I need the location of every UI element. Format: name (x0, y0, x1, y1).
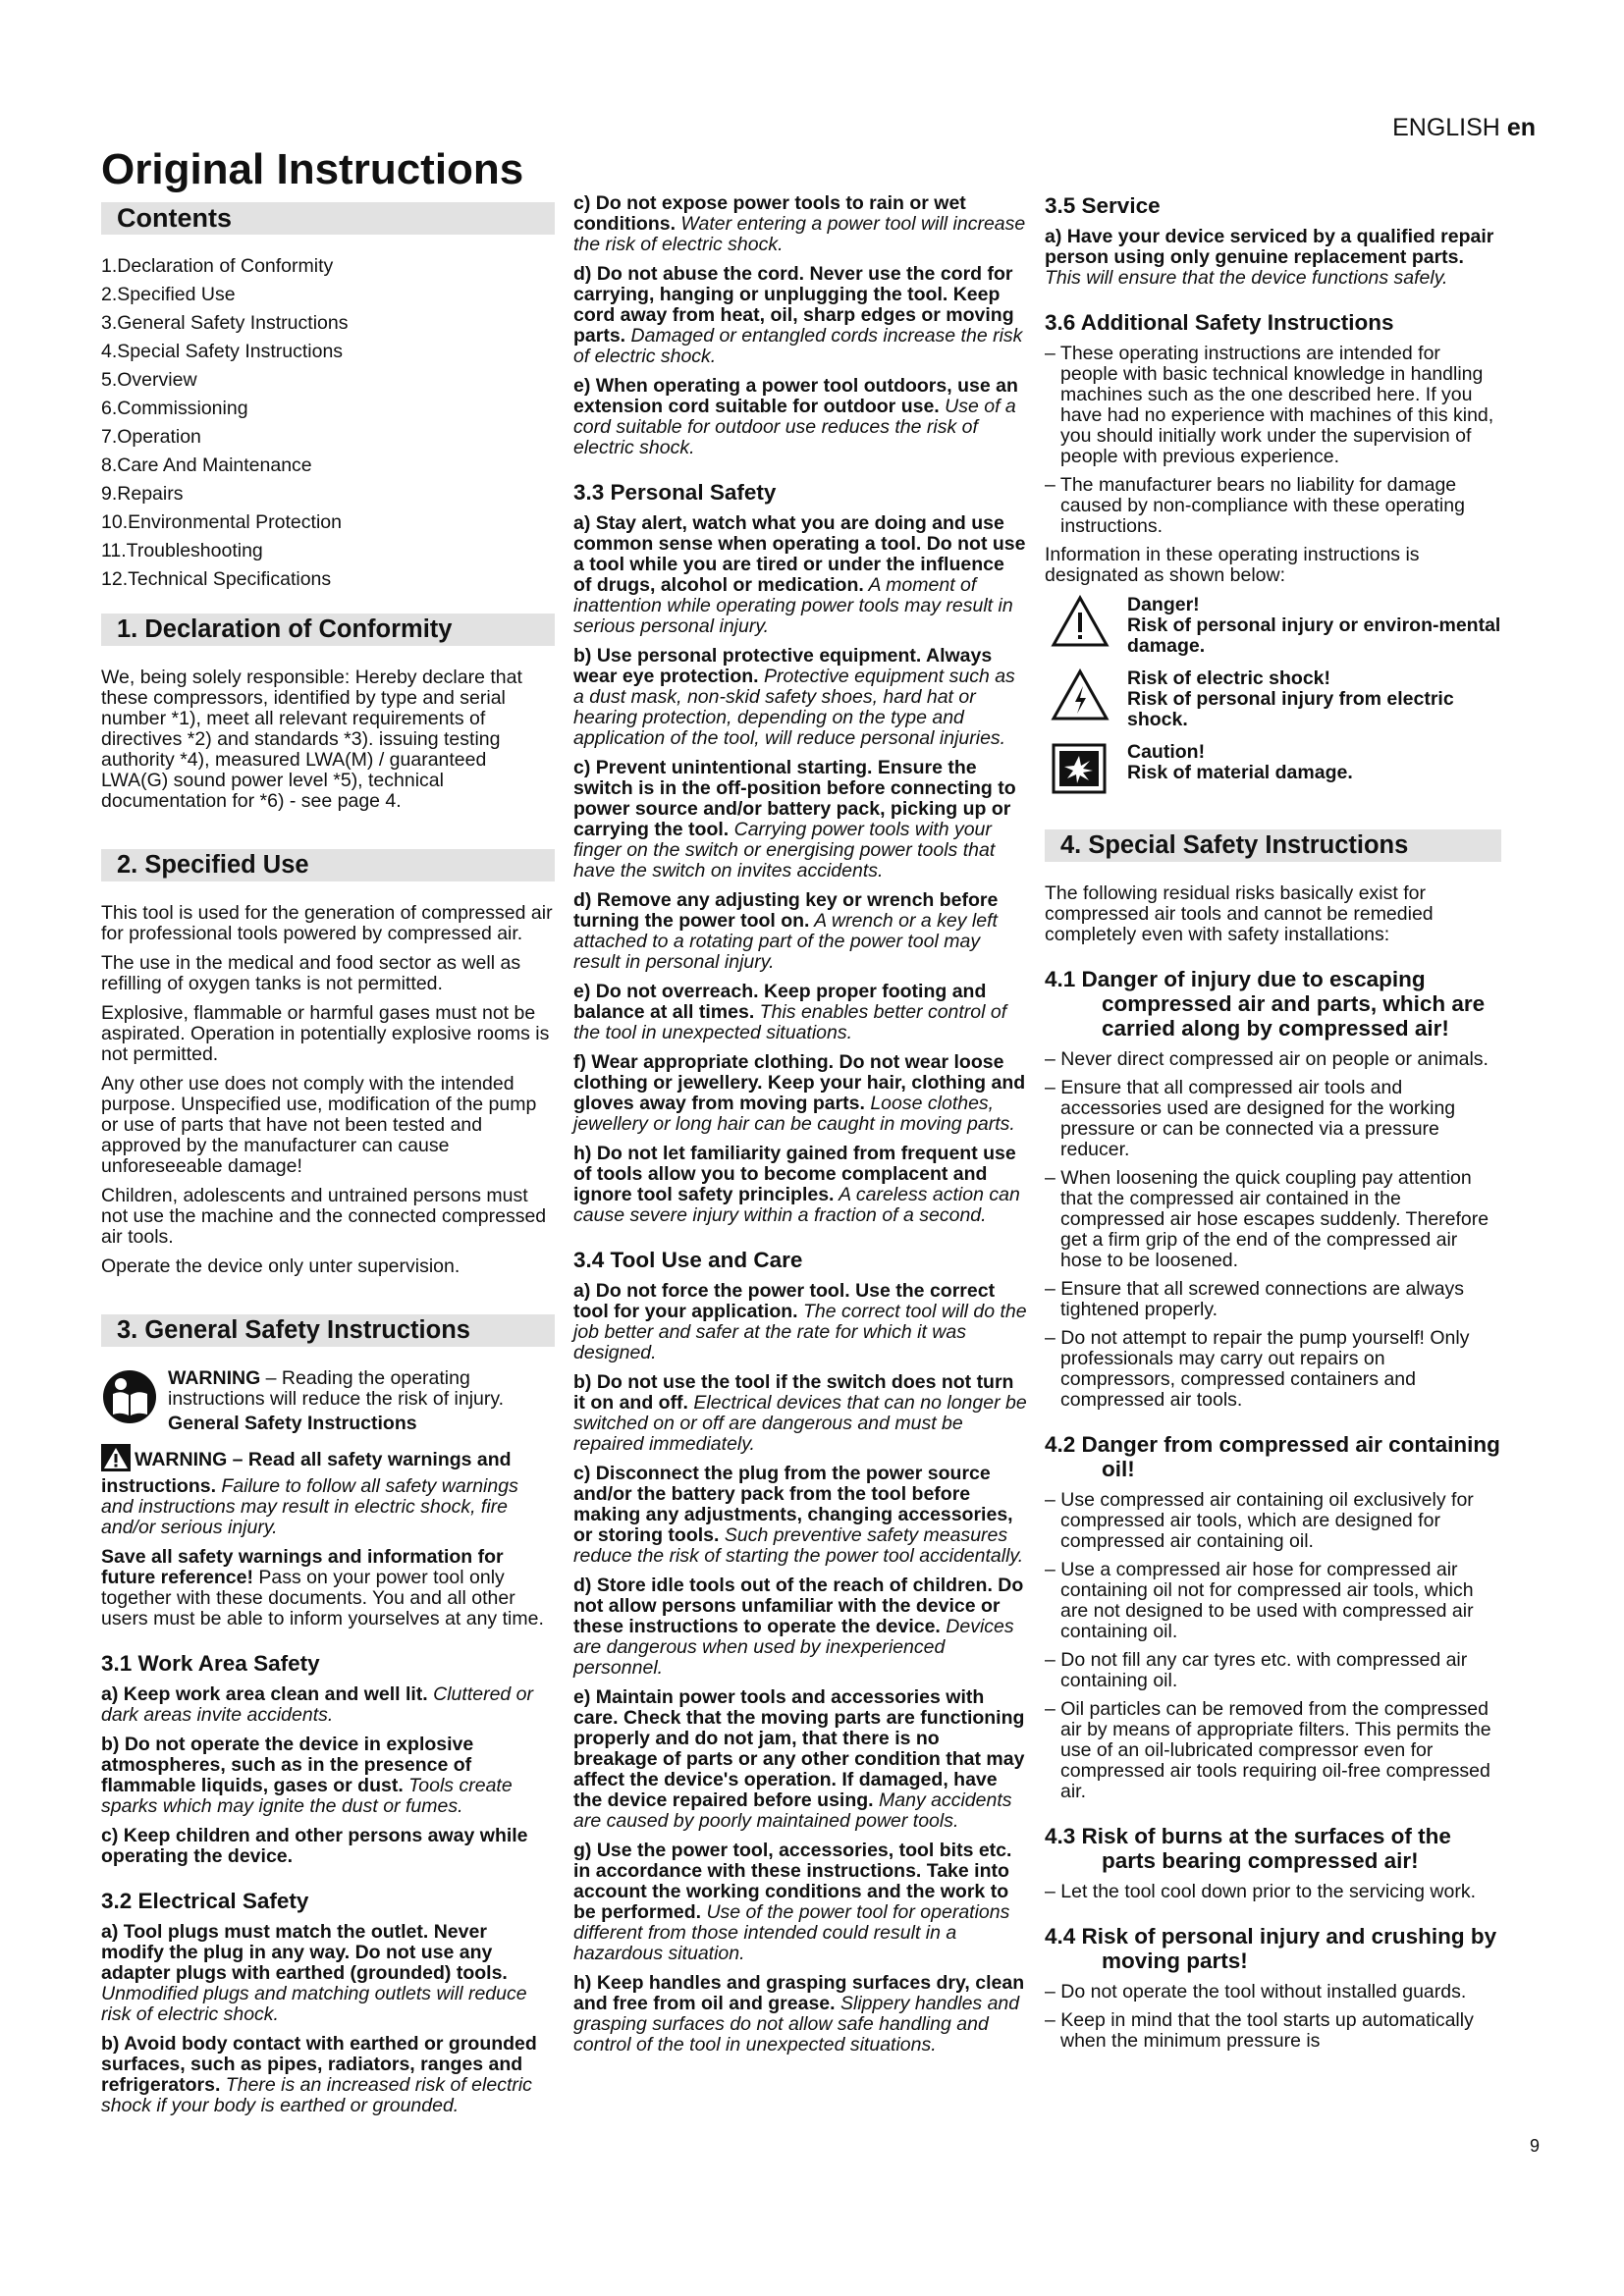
instruction-italic: There is an increased risk of electric shock if your body is earthed or grounded. (101, 2074, 532, 2116)
save-bold: Save all safety warnings and information for future reference! (101, 1546, 504, 1588)
instruction-item (573, 890, 1027, 973)
sec1-text: We, being solely responsible: Hereby declare that these compressors, identified by type and serial number *1), meet all relevant requirements of directives *2) and standards *3). issuing testing authority *4), measured LWA(M) / guaranteed LWA(G) sound power level *5), technical documentation for *6) - see page 4. (101, 667, 522, 812)
toc-item: 5.Overview (101, 369, 197, 391)
instruction-item (573, 376, 1027, 458)
toc-item: 12.Technical Specifications (101, 568, 332, 590)
legend-caution-title: Caution! (1127, 741, 1206, 763)
warning-text: – Reading the operating instructions will reduce the risk of injury. (168, 1367, 505, 1410)
dash-item-text: Keep in mind that the tool starts up automatically when the minimum pressure is (1060, 2009, 1474, 2052)
instruction-italic: This will ensure that the device functions safely. (1045, 267, 1448, 289)
instruction-bold: h) Keep handles and grasping surfaces dry, clean and free from oil and grease. (573, 1972, 1025, 2014)
instruction-item (101, 1922, 555, 2025)
dash-item-text: Use compressed air containing oil exclusively for compressed air tools, which are designed for compressed air containing oil. (1060, 1489, 1474, 1552)
dash-item: – Do not attempt to repair the pump yourself! Only professionals may carry out repairs on compressors, compressed containers and compressed air tools. (1045, 1327, 1470, 1411)
sec43-heading: 4.3 Risk of burns at the surfaces of the parts bearing compressed air! (1045, 1824, 1451, 1873)
instruction-item (573, 264, 1027, 367)
dash-item: – Use a compressed air hose for compressed air containing oil not for compressed air tools, which are not designed to be used with compressed air containing oil. (1045, 1559, 1474, 1642)
sec33-heading: 3.3 Personal Safety (573, 480, 777, 505)
sec44-heading: 4.4 Risk of personal injury and crushing by moving parts! (1045, 1924, 1497, 1973)
toc-item: 2.Specified Use (101, 284, 236, 305)
paragraph: Operate the device only unter supervision. (101, 1255, 460, 1277)
dash-item: – Ensure that all compressed air tools and accessories used are designed for the working pressure or can be connected via a pressure reducer. (1045, 1077, 1456, 1160)
paragraph: Any other use does not comply with the intended purpose. Unspecified use, modification of the pump or use of parts that have not been tested and approved by the manufacturer can cause unforeseeable damage! (101, 1073, 537, 1177)
dash-item: – Ensure that all screwed connections are always tightened properly. (1045, 1278, 1465, 1320)
instruction-bold: f) Wear appropriate clothing. Do not wear loose clothing or jewellery. Keep your hair, clothing and gloves away from moving parts. (573, 1051, 1026, 1114)
danger-icon (1051, 595, 1113, 657)
dash-item-text: The manufacturer bears no liability for damage caused by non-compliance with these operating instructions. (1059, 474, 1465, 537)
instruction-italic: This enables better control of the tool in unexpected situations. (573, 1001, 1007, 1043)
sec4-heading: 4. Special Safety Instructions (1045, 829, 1501, 862)
contents-heading: Contents (101, 202, 555, 235)
language-header (1392, 114, 1536, 142)
instruction-bold: d) Remove any adjusting key or wrench before turning the power tool on. (573, 889, 999, 932)
instruction-italic: Cluttered or dark areas invite accidents. (101, 1683, 534, 1726)
electric-shock-icon (1051, 668, 1113, 730)
sec35-heading: 3.5 Service (1045, 193, 1161, 218)
paragraph: This tool is used for the generation of compressed air for professional tools powered by compressed air. (101, 902, 553, 944)
dash-item: – When loosening the quick coupling pay attention that the compressed air contained in the compressed air hose escapes suddenly. Therefore get a firm grip of the end of the compressed air hose to be loosened. (1045, 1167, 1489, 1271)
instruction-bold: c) Prevent unintentional starting. Ensure the switch is in the off-position before connecting to power source and/or battery pack, picking up or carrying the tool. (573, 757, 1016, 840)
instruction-item (101, 1735, 555, 1817)
dash-item-text: Never direct compressed air on people or animals. (1060, 1048, 1489, 1070)
dash-item-text: Do not fill any car tyres etc. with compressed air containing oil. (1060, 1649, 1468, 1691)
sec34-items (573, 1281, 1027, 2056)
instruction-bold: c) Disconnect the plug from the power source and/or the battery pack from the tool before making any adjustments, changing accessories, or storing tools. (573, 1463, 1013, 1546)
dash-item-text: Oil particles can be removed from the compressed air by means of appropriate filters. This permits the use of an oil-lubricated compressor even for compressed air tools requiring oil-free compressed air. (1060, 1698, 1491, 1802)
instruction-italic: Slippery handles and grasping surfaces do not allow safe handling and control of the tool in unexpected situations. (573, 1993, 1020, 2056)
instruction-item (573, 513, 1027, 637)
sec32-items-b (573, 193, 1027, 458)
instruction-item (573, 646, 1027, 749)
instruction-bold: a) Keep work area clean and well lit. (101, 1683, 428, 1705)
save-text: Pass on your power tool only together with these documents. You and all other users must be able to inform yourselves at any time. (101, 1567, 544, 1629)
dash-item-text: Let the tool cool down prior to the servicing work. (1060, 1881, 1476, 1902)
warning-triangle-icon (101, 1444, 131, 1476)
instruction-bold: c) Do not expose power tools to rain or wet conditions. (573, 192, 966, 235)
legend-electric-text: Risk of personal injury from electric shock. (1127, 688, 1454, 730)
dash-item-text: Ensure that all screwed connections are always tightened properly. (1060, 1278, 1465, 1320)
instruction-bold: d) Store idle tools out of the reach of children. Do not allow persons unfamiliar with the device or these instructions to operate the device. (573, 1575, 1024, 1637)
dash-item: – Let the tool cool down prior to the servicing work. (1045, 1881, 1476, 1902)
toc-item: 10.Environmental Protection (101, 511, 342, 533)
dash-item-text: Do not attempt to repair the pump yourself! Only professionals may carry out repairs on compressors, compressed containers and compressed air tools. (1060, 1327, 1470, 1411)
instruction-bold: b) Do not use the tool if the switch does not turn it on and off. (573, 1371, 1014, 1414)
dash-item-text: Use a compressed air hose for compressed air containing oil not for compressed air tools, which are not designed to be used with compressed air containing oil. (1060, 1559, 1474, 1642)
sec2-paras (101, 903, 555, 1277)
instruction-italic: Carrying power tools with your finger on the switch or energising power tools that have the switch on invites accidents. (573, 819, 996, 881)
sec31-items (101, 1684, 555, 1867)
warning-read-manual (101, 1368, 555, 1434)
dash-item: – Oil particles can be removed from the compressed air by means of appropriate filters. This permits the use of an oil-lubricated compressor even for compressed air tools requiring oil-free compressed air. (1045, 1698, 1491, 1802)
instruction-item (573, 1372, 1027, 1455)
sec42-dashes (1045, 1490, 1501, 1802)
instruction-bold: d) Do not abuse the cord. Never use the cord for carrying, hanging or unplugging the tool. Keep cord away from heat, oil, sharp edges or moving parts. (573, 263, 1014, 347)
instruction-item (101, 1826, 555, 1867)
sec43-dashes (1045, 1882, 1501, 1902)
sec44-dashes (1045, 1982, 1501, 2052)
dash-item-text: Do not operate the tool without installed guards. (1060, 1981, 1467, 2002)
sec4-intro: The following residual risks basically exist for compressed air tools and cannot be remedied completely even with safety installations: (1045, 882, 1434, 945)
warning2-italic: Failure to follow all safety warnings and instructions may result in electric shock, fire and/or serious injury. (101, 1475, 518, 1538)
legend-caution (1051, 742, 1501, 800)
instruction-italic: Damaged or entangled cords increase the risk of electric shock. (573, 325, 1023, 367)
caution-material-icon (1051, 742, 1113, 800)
instruction-italic: The correct tool will do the job better and safer at the rate for which it was designed. (573, 1301, 1027, 1363)
save-instructions (101, 1547, 555, 1629)
instruction-item (573, 1144, 1027, 1226)
language-label: ENGLISH (1392, 114, 1500, 141)
instruction-item (573, 982, 1027, 1043)
instruction-item (573, 758, 1027, 881)
instruction-bold: e) Maintain power tools and accessories with care. Check that the moving parts are functioning properly and do not jam, that there is no breakage of parts or any other condition that may affect the device's operation. If damaged, have the device repaired before using. (573, 1686, 1025, 1811)
dash-item: – These operating instructions are intended for people with basic technical knowledge in handling machines such as the one described here. If you have had no experience with machines of this kind, you should initially work under the supervision of people with previous experience. (1045, 343, 1494, 467)
dash-item: – Never direct compressed air on people or animals. (1045, 1048, 1489, 1070)
dash-item: – Keep in mind that the tool starts up automatically when the minimum pressure is (1045, 2009, 1474, 2052)
paragraph: The use in the medical and food sector as well as refilling of oxygen tanks is not permitted. (101, 952, 521, 994)
instruction-item (573, 1464, 1027, 1567)
dash-item: – Do not operate the tool without installed guards. (1045, 1981, 1467, 2002)
legend-electric-title: Risk of electric shock! (1127, 667, 1330, 689)
instruction-italic: Devices are dangerous when used by inexperienced personnel. (573, 1616, 1014, 1679)
toc-item: 4.Special Safety Instructions (101, 341, 344, 362)
sec41-heading: 4.1 Danger of injury due to escaping compressed air and parts, which are carried along by compressed air! (1045, 967, 1486, 1041)
paragraph: Explosive, flammable or harmful gases must not be aspirated. Operation in potentially explosive rooms is not permitted. (101, 1002, 550, 1065)
dash-item-text: These operating instructions are intended for people with basic technical knowledge in handling machines such as the one described here. If you have had no experience with machines of this kind, you should initially work under the supervision of people with previous experience. (1059, 343, 1494, 467)
legend-danger-title: Danger! (1127, 594, 1200, 615)
contents-list (101, 252, 555, 594)
sec33-items (573, 513, 1027, 1226)
sec31-heading: 3.1 Work Area Safety (101, 1651, 320, 1676)
instruction-italic: Loose clothes, jewellery or long hair can be caught in moving parts. (573, 1093, 1015, 1135)
instruction-item (101, 2034, 555, 2116)
sec41-dashes (1045, 1049, 1501, 1411)
instruction-bold: a) Tool plugs must match the outlet. Never modify the plug in any way. Do not use any adapter plugs with earthed (grounded) tools. (101, 1921, 508, 1984)
instruction-bold: e) When operating a power tool outdoors, use an extension cord suitable for outdoor use. (573, 375, 1018, 417)
instruction-bold: b) Do not operate the device in explosive atmospheres, such as in the presence of flammable liquids, gases or dust. (101, 1734, 474, 1796)
sec36-info: Information in these operating instructions is designated as shown below: (1045, 544, 1420, 586)
sec32-items-a (101, 1922, 555, 2116)
instruction-item (573, 1973, 1027, 2056)
legend-danger (1051, 595, 1501, 657)
dash-item: – Do not fill any car tyres etc. with compressed air containing oil. (1045, 1649, 1468, 1691)
instruction-italic: Use of the power tool for operations different from those intended could result in a hazardous situation. (573, 1901, 1010, 1964)
instruction-bold: a) Have your device serviced by a qualified repair person using only genuine replacement parts. (1045, 226, 1494, 268)
sec36-dashes (1045, 344, 1501, 537)
dash-item: – The manufacturer bears no liability for damage caused by non-compliance with these operating instructions. (1045, 474, 1465, 537)
toc-item: 8.Care And Maintenance (101, 454, 312, 476)
sec2-heading: 2. Specified Use (101, 849, 555, 881)
instruction-italic: A careless action can cause severe injury within a fraction of a second. (573, 1184, 1020, 1226)
instruction-item (573, 1281, 1027, 1363)
instruction-italic: Many accidents are caused by poorly maintained power tools. (573, 1789, 1012, 1832)
instruction-italic: Such preventive safety measures reduce the risk of starting the power tool accidentally. (573, 1524, 1024, 1567)
instruction-bold: b) Avoid body contact with earthed or grounded surfaces, such as pipes, radiators, ranges and refrigerators. (101, 2033, 537, 2096)
sec3-heading: 3. General Safety Instructions (101, 1314, 555, 1347)
instruction-bold: g) Use the power tool, accessories, tool bits etc. in accordance with these instructions. Take into account the working conditions and the work to be performed. (573, 1840, 1012, 1923)
legend-danger-text: Risk of personal injury or environ-mental damage. (1127, 614, 1501, 657)
instruction-bold: e) Do not overreach. Keep proper footing and balance at all times. (573, 981, 987, 1023)
sec35-items (1045, 227, 1501, 289)
toc-item: 1.Declaration of Conformity (101, 255, 334, 277)
column-3 (1045, 193, 1501, 2059)
instruction-italic: Protective equipment such as a dust mask, non-skid safety shoes, hard hat or hearing protection, depending on the type and application of the tool, will reduce personal injuries. (573, 666, 1015, 749)
instruction-item (573, 1841, 1027, 1964)
dash-item-text: When loosening the quick coupling pay attention that the compressed air contained in the compressed air hose escapes suddenly. Therefore get a firm grip of the end of the compressed air hose to be loosened. (1060, 1167, 1489, 1271)
instruction-italic: Electrical devices that can no longer be switched on or off are dangerous and must be repaired immediately. (573, 1392, 1027, 1455)
instruction-bold: a) Stay alert, watch what you are doing and use common sense when operating a tool. Do not use a tool while you are tired or under the influence of drugs, alcohol or medication. (573, 512, 1026, 596)
page-title: Original Instructions (101, 145, 524, 193)
toc-item: 11.Troubleshooting (101, 540, 263, 561)
legend-electric (1051, 668, 1501, 730)
instruction-italic: A moment of inattention while operating power tools may result in serious personal injury. (573, 574, 1013, 637)
toc-item: 3.General Safety Instructions (101, 312, 349, 334)
dash-item: – Use compressed air containing oil exclusively for compressed air tools, which are designed for compressed air containing oil. (1045, 1489, 1474, 1552)
instruction-item (101, 1684, 555, 1726)
dash-item-text: Ensure that all compressed air tools and accessories used are designed for the working pressure or can be connected via a pressure reducer. (1060, 1077, 1456, 1160)
toc-item: 6.Commissioning (101, 398, 248, 419)
instruction-bold: a) Do not force the power tool. Use the correct tool for your application. (573, 1280, 996, 1322)
gsi-label: General Safety Instructions (168, 1413, 417, 1434)
warning-label: WARNING (168, 1367, 261, 1389)
instruction-item (573, 1575, 1027, 1679)
instruction-item (573, 1687, 1027, 1832)
instruction-bold: b) Use personal protective equipment. Always wear eye protection. (573, 645, 993, 687)
column-2 (573, 193, 1027, 2064)
instruction-italic: A wrench or a key left attached to a rotating part of the power tool may result in personal injury. (573, 910, 998, 973)
toc-item: 9.Repairs (101, 483, 184, 505)
sec42-heading: 4.2 Danger from compressed air containing oil! (1045, 1432, 1500, 1481)
paragraph: Children, adolescents and untrained persons must not use the machine and the connected compressed air tools. (101, 1185, 547, 1248)
instruction-italic: Unmodified plugs and matching outlets will reduce risk of electric shock. (101, 1983, 527, 2025)
read-manual-icon (101, 1368, 160, 1434)
warning-read-all (101, 1444, 555, 1538)
instruction-bold: c) Keep children and other persons away while operating the device. (101, 1825, 528, 1867)
instruction-item (1045, 227, 1501, 289)
column-1 (101, 202, 555, 2125)
instruction-item (573, 193, 1027, 255)
legend-caution-text: Risk of material damage. (1127, 762, 1353, 783)
instruction-item (573, 1052, 1027, 1135)
toc-item: 7.Operation (101, 426, 201, 448)
sec36-heading: 3.6 Additional Safety Instructions (1045, 310, 1394, 335)
sec34-heading: 3.4 Tool Use and Care (573, 1248, 803, 1272)
sec1-heading: 1. Declaration of Conformity (101, 614, 555, 646)
page-number: 9 (1529, 2136, 1540, 2156)
instruction-italic: Water entering a power tool will increase the risk of electric shock. (573, 213, 1026, 255)
instruction-italic: Tools create sparks which may ignite the dust or fumes. (101, 1775, 513, 1817)
instruction-italic: Use of a cord suitable for outdoor use reduces the risk of electric shock. (573, 396, 1016, 458)
instruction-bold: h) Do not let familiarity gained from frequent use of tools allow you to become complacent and ignore tool safety principles. (573, 1143, 1016, 1205)
language-code: en (1506, 114, 1536, 141)
warning2-bold: WARNING – Read all safety warnings and instructions. (101, 1449, 512, 1497)
sec32-heading: 3.2 Electrical Safety (101, 1889, 309, 1913)
